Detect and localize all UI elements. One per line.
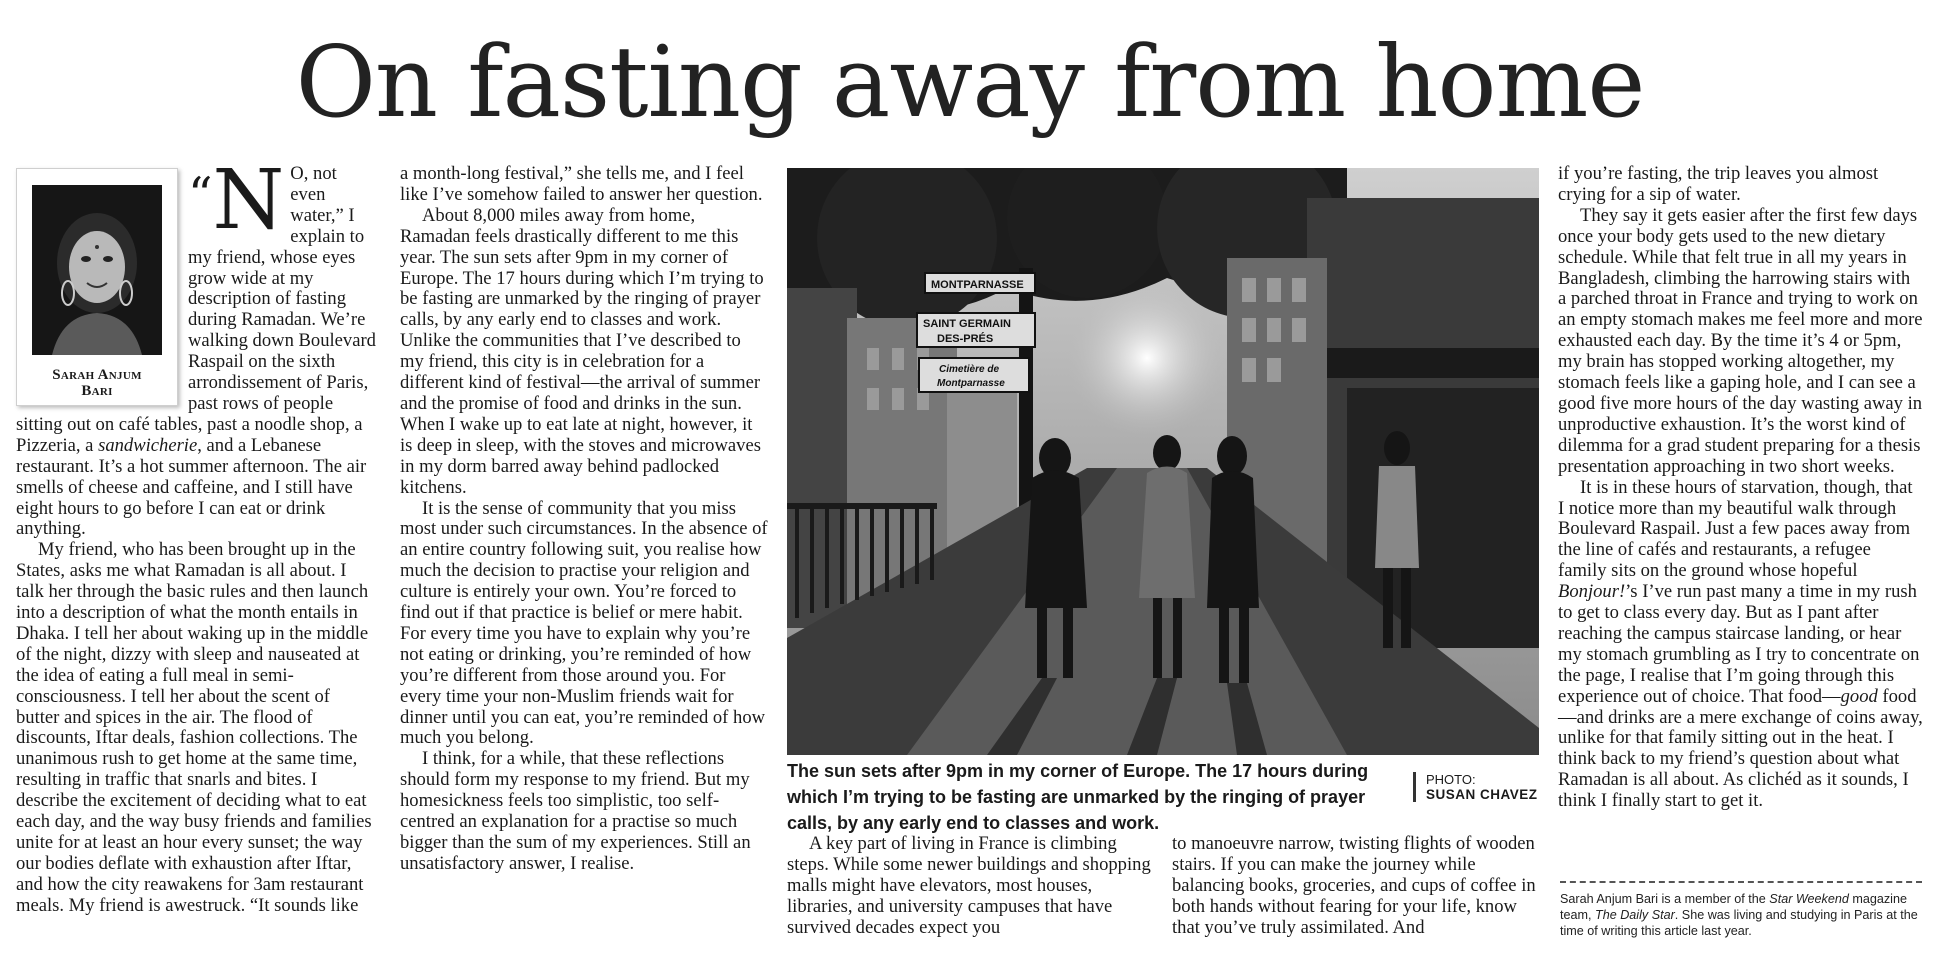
headline: On fasting away from home [295,26,1645,140]
paragraph: A key part of living in France is climbing steps. While some newer buildings and shopping malls might have elevators, most houses, libraries, and university campuses that have survived decades expect you [787,833,1151,938]
author-box [16,168,178,406]
photo-caption: The sun sets after 9pm in my corner of Europe. The 17 hours during which I’m trying to be fasting are unmarked by the ringing of prayer calls, by any early end to classes and work. [787,761,1369,833]
sign-saint-germain: SAINT GERMAIN [923,318,1011,330]
paragraph: It is in these hours of starvation, though, that I notice more than my beautiful walk through Boulevard Raspail. Just a few paces away from the line of cafés and restaurants, a refugee family sits on the ground whose hopeful Bonjour!’s I’ve run past many a time in my rush to get to class every day. But as I pant after reaching the campus staircase landing, or hear my stomach grumbling as I try to concentrate on the page, I realise that I’m going through this experience out of choice. That food—good food—and drinks are a mere exchange of coins away, unlike for that family sitting out in the heat. I think back to my friend’s question about what Ramadan is all about. As clichéd as it sounds, I think I finally start to get it. [1558,476,1923,812]
paragraph: to manoeuvre narrow, twisting flights of wooden stairs. If you can make the journey while balancing books, groceries, and cups of coffee in both hands without fearing for your life, know that you’ve truly assimilated. And [1172,833,1536,938]
paragraph: if you’re fasting, the trip leaves you almost crying for a sip of water. [1558,163,1879,205]
drop-cap: “N [188,153,285,248]
paragraph: My friend, who has been brought up in the States, asks me what Ramadan is all about. I talk her through the basic rules and then launch into a description of what the month entails in Dhaka. I tell her about waking up in the middle of the night, dizzy with sleep and nauseated at the idea of eating a full meal in semi-consciousness. I tell her about the scent of butter and spices in the air. The flood of discounts, Iftar deals, fashion collections. The unanimous rush to get home at the same time, resulting in traffic that snarls and bites. I describe the excitement of deciding what to eat each day, and the way busy friends and families unite for at least an hour every sunset; the way our bodies deflate with exhaustion after Iftar, and how the city reawakens for 3am restaurant meals. My friend is awestruck. “It sounds like [16,539,372,916]
author-bio: Sarah Anjum Bari is a member of the Star Weekend magazine team, The Daily Star. She was living and studying in Paris at the time of writing this article last year. [1560,892,1918,938]
sign-cimetiere: Cimetière de [939,364,1000,375]
paragraph: “N O, not even water,” I explain to my friend, whose eyes grow wide at my description of fasting during Ramadan. We’re walking down Boulevard Raspail on the sixth arrondissement of Paris, past rows of people sitting out on café tables, past a noodle shop, a Pizzeria, a sandwicherie, and a Lebanese restaurant. It’s a hot summer afternoon. The air smells of cheese and caffeine, and I still have eight hours to go before I can eat or drink anything. [16,153,376,540]
article-column-3 [787,834,1159,939]
paragraph: It is the sense of community that you miss most under such circumstances. In the absence of an entire country following suit, you realise how much the decision to practise your religion and culture is entirely your own. You’re forced to find out if that practice is belief or mere habit. For every time you have to explain why you’re not eating or drinking, you’re reminded of how you’re different from those around you. For every time your non-Muslim friends wait for dinner until you can eat, you’re reminded of how much you belong. [400,497,768,749]
bio-divider [1560,881,1922,883]
street-photo [787,168,1539,755]
author-photo [32,185,162,355]
author-name: Sarah Anjum Bari [52,367,142,399]
article-column-5 [1558,164,1923,812]
sign-des-pres: DES-PRÉS [937,333,994,345]
paragraph: a month-long festival,” she tells me, and I feel like I’ve somehow failed to answer her question. [400,163,763,205]
photo-credit: PHOTO: SUSAN CHAVEZ [1413,772,1538,802]
article-column-1 [16,153,376,917]
article-column-4 [1172,834,1544,939]
article-column-2 [400,164,768,875]
sign-montparnasse-2: Montparnasse [937,378,1005,389]
paragraph: They say it gets easier after the first few days once your body gets used to the new dietary schedule. While that felt true in all my years in Bangladesh, climbing the harrowing stairs with a parched throat in France and trying to work on an empty stomach makes me feel more and more exhausted each day. By the time it’s 4 or 5pm, my brain has stopped working altogether, my stomach feels like a gaping hole, and I can see a good five more hours of the day wasting away in unproductive exhaustion. It’s the worst kind of dilemma for a grad student preparing for a thesis presentation approaching in two short weeks. [1558,204,1923,477]
paragraph: I think, for a while, that these reflections should form my response to my friend. But my homesickness feels too simplistic, too self-centred an explanation for a practise so much bigger than the sum of my experiences. Still an unsatisfactory answer, I realise. [400,748,751,874]
sign-montparnasse: MONTPARNASSE [931,279,1024,291]
paragraph: About 8,000 miles away from home, Ramadan feels drastically different to me this year. The sun sets after 9pm in my corner of Europe. The 17 hours during which I’m trying to be fasting are unmarked by the ringing of prayer calls, by any early end to classes and work. Unlike the communities that I’ve described to my friend, this city is in celebration for a different kind of festival—the arrival of summer and the promise of food and drinks in the sun. When I wake up to eat late at night, however, it is deep in sleep, with the stoves and microwaves in my dorm barred away behind padlocked kitchens. [400,204,764,498]
